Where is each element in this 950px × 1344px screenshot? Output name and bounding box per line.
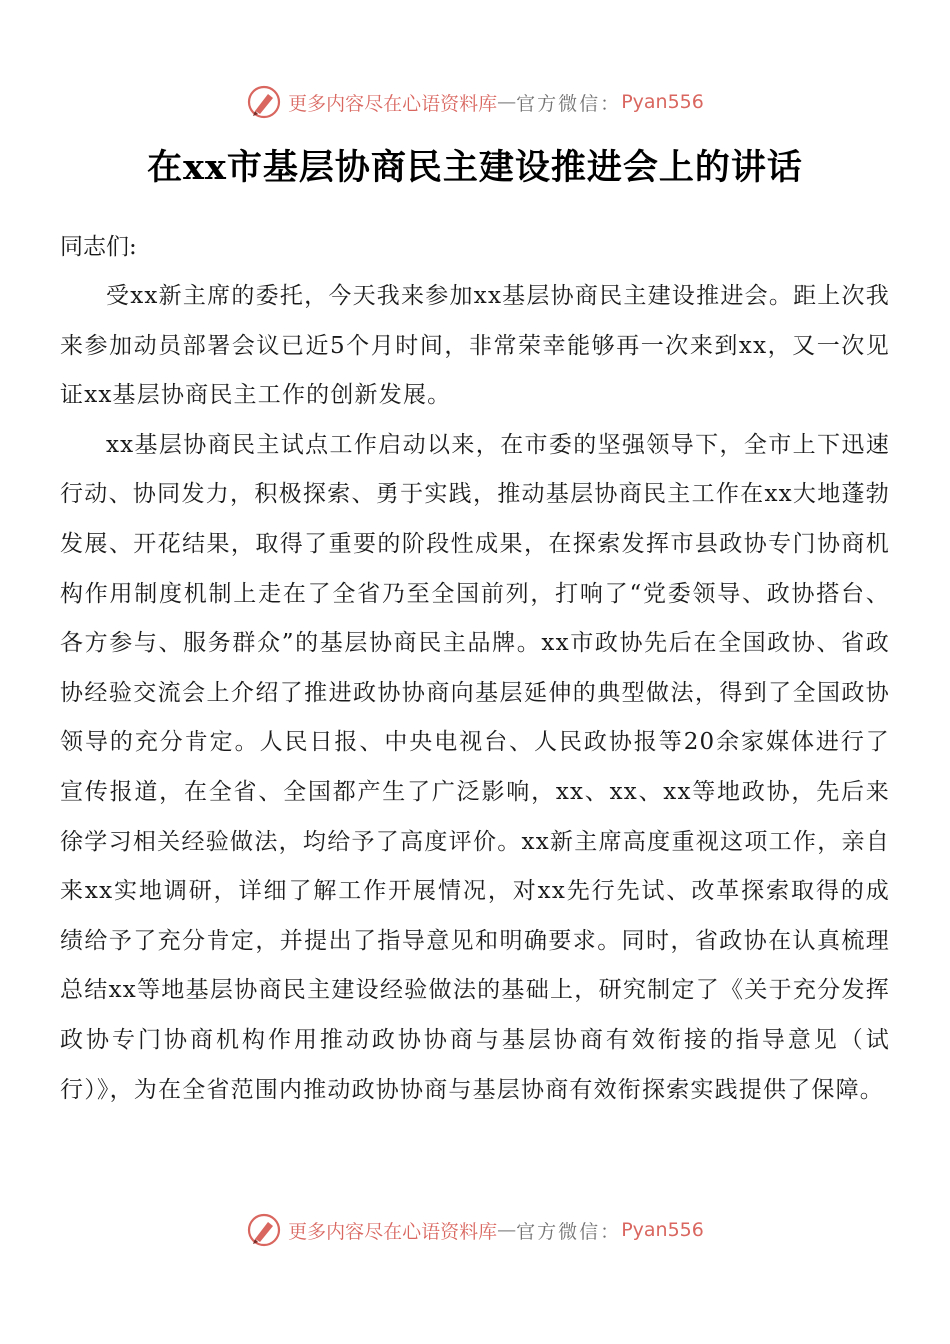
- header-banner: [0, 84, 950, 120]
- document-body: [60, 272, 890, 1115]
- paragraph-1: 受xx新主席的委托，今天我来参加xx基层协商民主建设推进会。距上次我来参加动员部署会议已近5个月时间，非常荣幸能够再一次来到xx，又一次见证xx基层协商民主工作的创新发展。: [60, 283, 890, 409]
- footer-banner: [0, 1212, 950, 1248]
- banner-text: 更多内容尽在心语资料库: [288, 92, 498, 115]
- banner-wechat-label: 官方微信：: [516, 1220, 622, 1243]
- banner-wechat-label: 官方微信：: [516, 92, 622, 115]
- banner-dash: —: [497, 91, 517, 113]
- pen-logo-icon: [246, 1212, 282, 1248]
- pen-logo-icon: [246, 84, 282, 120]
- paragraph-2: xx基层协商民主试点工作启动以来，在市委的坚强领导下，全市上下迅速行动、协同发力，积极探索、勇于实践，推动基层协商民主工作在xx大地蓬勃发展、开花结果，取得了重要的阶段性成果，在探索发挥市县政协专门协商机构作用制度机制上走在了全省乃至全国前列，打响了“党委领导、政协搭台、各方参与、服务群众”的基层协商民主品牌。xx市政协先后在全国政协、省政协经验交流会上介绍了推进政协协商向基层延伸的典型做法，得到了全国政协领导的充分肯定。人民日报、中央电视台、人民政协报等20余家媒体进行了宣传报道，在全省、全国都产生了广泛影响，xx、xx、xx等地政协，先后来徐学习相关经验做法，均给予了高度评价。xx新主席高度重视这项工作，亲自来xx实地调研，详细了解工作开展情况，对xx先行先试、改革探索取得的成绩给予了充分肯定，并提出了指导意见和明确要求。同时，省政协在认真梳理总结xx等地基层协商民主建设经验做法的基础上，研究制定了《关于充分发挥政协专门协商机构作用推动政协协商与基层协商有效衔接的指导意见（试行）》，为在全省范围内推动政协协商与基层协商有效衔探索实践提供了保障。: [60, 431, 890, 1103]
- banner-wechat-id: Pyan556: [621, 1219, 704, 1241]
- greeting: 同志们:: [60, 234, 137, 260]
- banner-text: 更多内容尽在心语资料库: [288, 1220, 498, 1243]
- banner-dash: —: [497, 1219, 517, 1241]
- banner-wechat-id: Pyan556: [621, 91, 704, 113]
- document-title: 在xx市基层协商民主建设推进会上的讲话: [147, 147, 803, 188]
